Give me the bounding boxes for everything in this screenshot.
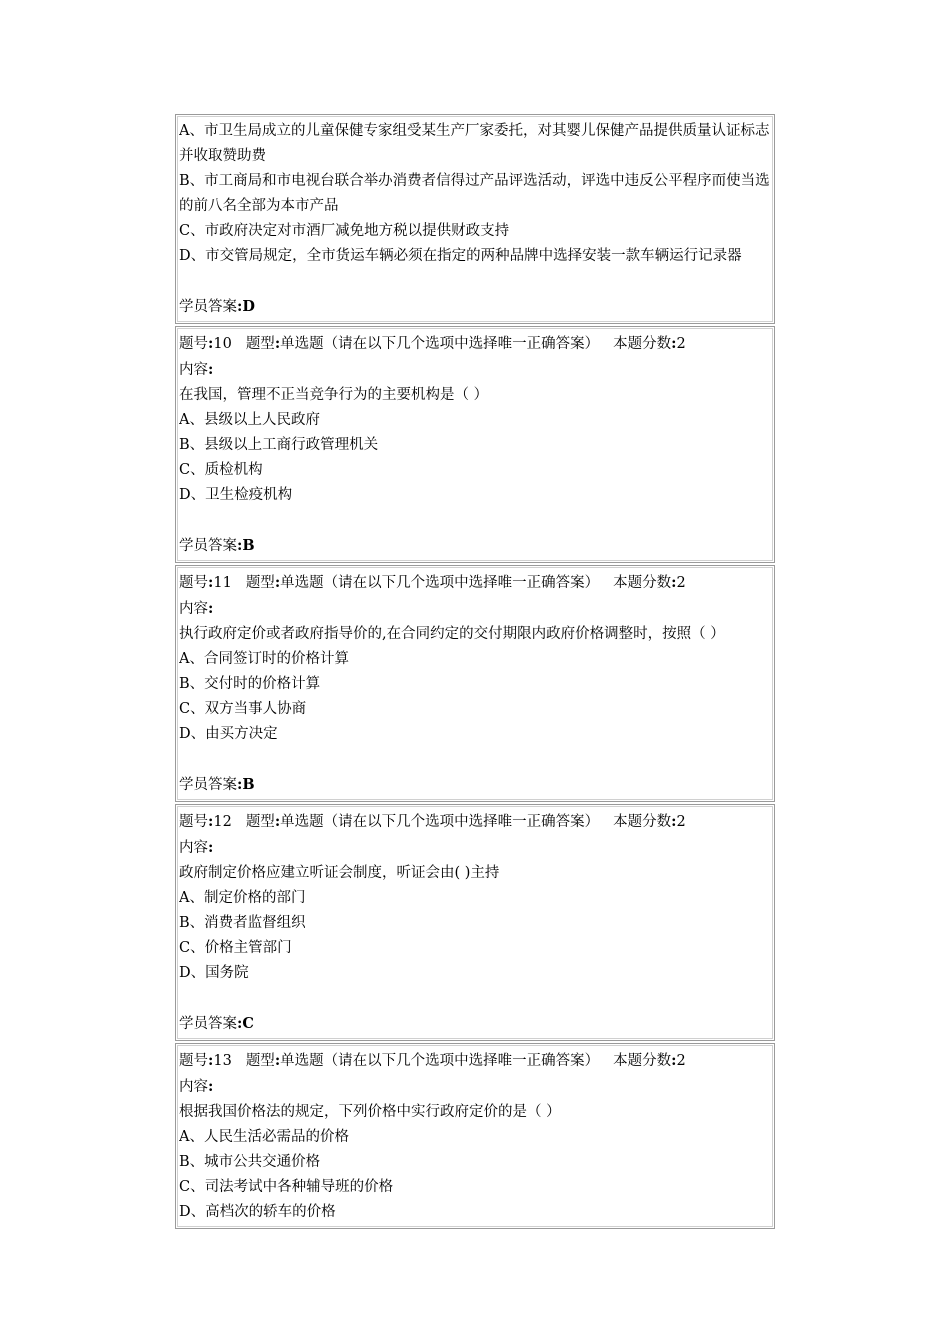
- question-stem: 政府制定价格应建立听证会制度，听证会由( )主持: [179, 865, 500, 881]
- question-type: 题型:单选题（请在以下几个选项中选择唯一正确答案）: [245, 1052, 600, 1069]
- option-b: B、交付时的价格计算: [179, 676, 321, 692]
- question-header: [179, 809, 771, 835]
- question-score: 本题分数:2: [613, 813, 686, 830]
- question-header: [179, 570, 771, 596]
- spacer: [179, 508, 771, 533]
- question-score: 本题分数:2: [613, 1052, 686, 1069]
- answer-value: C: [242, 1015, 254, 1032]
- option-a: A、人民生活必需品的价格: [179, 1129, 349, 1145]
- option-d: D、卫生检疫机构: [179, 487, 293, 503]
- question-header: [179, 331, 771, 357]
- question-stem: 执行政府定价或者政府指导价的,在合同约定的交付期限内政府价格调整时，按照（ ）: [179, 626, 725, 642]
- option-c: C、司法考试中各种辅导班的价格: [179, 1179, 394, 1195]
- question-number: 题号:11: [179, 574, 232, 591]
- content-label: 内容:: [179, 839, 214, 856]
- question-type: 题型:单选题（请在以下几个选项中选择唯一正确答案）: [245, 335, 600, 352]
- option-b: B、县级以上工商行政管理机关: [179, 437, 379, 453]
- option-d: D、高档次的轿车的价格: [179, 1204, 336, 1220]
- option-a: A、县级以上人民政府: [179, 412, 320, 428]
- option-a: A、制定价格的部门: [179, 890, 306, 906]
- option-c: C、市政府决定对市酒厂减免地方税以提供财政支持: [179, 223, 510, 239]
- student-answer: 学员答案:C: [179, 1015, 254, 1032]
- option-c: C、质检机构: [179, 462, 263, 478]
- option-a: A、合同签订时的价格计算: [179, 651, 349, 667]
- option-c: C、价格主管部门: [179, 940, 292, 956]
- option-d: D、由买方决定: [179, 726, 278, 742]
- question-type: 题型:单选题（请在以下几个选项中选择唯一正确答案）: [245, 574, 600, 591]
- option-a: A、市卫生局成立的儿童保健专家组受某生产厂家委托，对其婴儿保健产品提供质量认证标志并收取赞助费: [179, 123, 770, 164]
- question-block-partial: [175, 114, 775, 324]
- question-stem: 在我国，管理不正当竞争行为的主要机构是（ ）: [179, 387, 489, 403]
- answer-value: B: [242, 776, 255, 793]
- answer-label: 学员答案: [179, 299, 237, 315]
- answer-value: B: [242, 537, 255, 554]
- student-answer: 学员答案:B: [179, 776, 255, 793]
- spacer: [179, 747, 771, 772]
- question-block-13: [175, 1043, 775, 1229]
- question-score: 本题分数:2: [613, 335, 686, 352]
- question-score: 本题分数:2: [613, 574, 686, 591]
- option-d: D、市交管局规定，全市货运车辆必须在指定的两种品牌中选择安装一款车辆运行记录器: [179, 248, 742, 264]
- question-block-10: [175, 326, 775, 563]
- content-label: 内容:: [179, 361, 214, 378]
- question-stem: 根据我国价格法的规定，下列价格中实行政府定价的是（ ）: [179, 1104, 561, 1120]
- option-d: D、国务院: [179, 965, 249, 981]
- content-label: 内容:: [179, 1078, 214, 1095]
- question-header: [179, 1048, 771, 1074]
- option-b: B、消费者监督组织: [179, 915, 306, 931]
- question-block-12: [175, 804, 775, 1041]
- student-answer: 学员答案:D: [179, 298, 255, 315]
- student-answer: 学员答案:B: [179, 537, 255, 554]
- quiz-sheet: [175, 114, 775, 1231]
- question-type: 题型:单选题（请在以下几个选项中选择唯一正确答案）: [245, 813, 600, 830]
- option-b: B、市工商局和市电视台联合举办消费者信得过产品评选活动，评选中违反公平程序而使当选的前八名全部为本市产品: [179, 173, 770, 214]
- question-number: 题号:10: [179, 335, 232, 352]
- content-label: 内容:: [179, 600, 214, 617]
- spacer: [179, 269, 771, 294]
- spacer: [179, 986, 771, 1011]
- answer-value: D: [242, 298, 255, 315]
- question-number: 题号:12: [179, 813, 232, 830]
- option-c: C、双方当事人协商: [179, 701, 307, 717]
- question-number: 题号:13: [179, 1052, 232, 1069]
- question-block-11: [175, 565, 775, 802]
- option-b: B、城市公共交通价格: [179, 1154, 321, 1170]
